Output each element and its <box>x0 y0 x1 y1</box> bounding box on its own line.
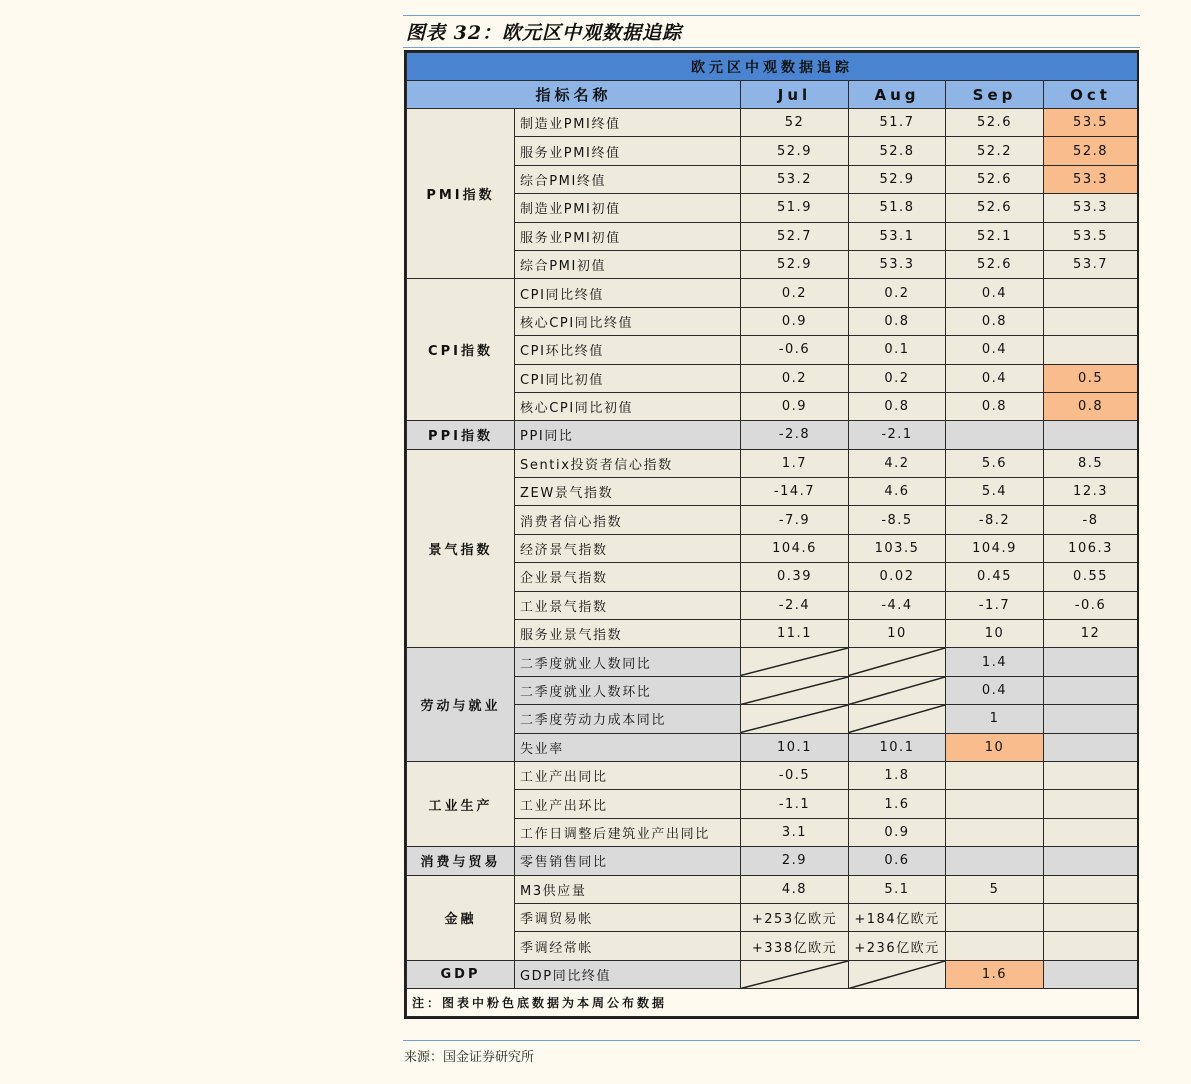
value-cell-aug: 0.2 <box>849 364 946 392</box>
indicator-name: 综合PMI初值 <box>515 250 741 278</box>
value-cell-oct: 0.5 <box>1044 364 1138 392</box>
group-label: 劳动与就业 <box>407 648 515 762</box>
indicator-name: 企业景气指数 <box>515 563 741 591</box>
value-cell-oct: 53.3 <box>1044 165 1138 193</box>
value-cell-jul: 51.9 <box>741 194 849 222</box>
group-label: PPI指数 <box>407 421 515 449</box>
indicator-name: Sentix投资者信心指数 <box>515 449 741 477</box>
value-cell-aug: 0.2 <box>849 279 946 307</box>
table-row <box>407 903 1138 931</box>
group-label: 消费与贸易 <box>407 847 515 875</box>
value-cell-jul: 11.1 <box>741 620 849 648</box>
value-cell-jul: -2.8 <box>741 421 849 449</box>
value-cell-jul: 0.39 <box>741 563 849 591</box>
value-cell-sep <box>946 421 1044 449</box>
value-cell-sep: 0.4 <box>946 279 1044 307</box>
group-label: 工业生产 <box>407 761 515 846</box>
table-row <box>407 733 1138 761</box>
value-cell-aug: 1.8 <box>849 761 946 789</box>
value-cell-oct: 53.5 <box>1044 109 1138 137</box>
value-cell-aug: 5.1 <box>849 875 946 903</box>
indicator-name: 核心CPI同比初值 <box>515 392 741 420</box>
value-cell-sep: 52.6 <box>946 165 1044 193</box>
value-cell-aug: 0.6 <box>849 847 946 875</box>
value-cell-jul <box>741 648 849 676</box>
table-row <box>407 449 1138 477</box>
source-note: 来源：国金证券研究所 <box>404 1050 535 1065</box>
table-row <box>407 165 1138 193</box>
indicator-name: 制造业PMI终值 <box>515 109 741 137</box>
value-cell-oct <box>1044 932 1138 960</box>
not-applicable-slash-icon <box>741 648 848 675</box>
table-row <box>407 194 1138 222</box>
value-cell-aug: 0.1 <box>849 336 946 364</box>
indicator-name: 失业率 <box>515 733 741 761</box>
value-cell-sep <box>946 818 1044 846</box>
value-cell-aug: 52.9 <box>849 165 946 193</box>
table-row <box>407 250 1138 278</box>
not-applicable-slash-icon <box>741 961 848 988</box>
value-cell-oct: -0.6 <box>1044 591 1138 619</box>
table-row <box>407 761 1138 789</box>
value-cell-aug: -8.5 <box>849 506 946 534</box>
value-cell-oct <box>1044 903 1138 931</box>
value-cell-sep: 0.45 <box>946 563 1044 591</box>
value-cell-jul: 0.9 <box>741 307 849 335</box>
table-row <box>407 620 1138 648</box>
table-row <box>407 279 1138 307</box>
value-cell-oct: 53.5 <box>1044 222 1138 250</box>
header-month-sep: Sep <box>946 81 1044 109</box>
group-label: PMI指数 <box>407 109 515 279</box>
value-cell-jul: 2.9 <box>741 847 849 875</box>
table-row <box>407 818 1138 846</box>
header-indicator-name: 指标名称 <box>407 81 741 109</box>
not-applicable-slash-icon <box>741 705 848 732</box>
value-cell-sep: 0.4 <box>946 336 1044 364</box>
value-cell-jul: -14.7 <box>741 478 849 506</box>
indicator-name: ZEW景气指数 <box>515 478 741 506</box>
value-cell-aug: 4.2 <box>849 449 946 477</box>
value-cell-sep: -8.2 <box>946 506 1044 534</box>
table-row <box>407 875 1138 903</box>
value-cell-aug: 51.8 <box>849 194 946 222</box>
value-cell-jul: +338亿欧元 <box>741 932 849 960</box>
value-cell-aug <box>849 648 946 676</box>
indicator-name: 二季度就业人数同比 <box>515 648 741 676</box>
value-cell-aug: 4.6 <box>849 478 946 506</box>
indicator-name: 综合PMI终值 <box>515 165 741 193</box>
value-cell-oct: 106.3 <box>1044 534 1138 562</box>
value-cell-aug: 103.5 <box>849 534 946 562</box>
value-cell-aug: +236亿欧元 <box>849 932 946 960</box>
value-cell-sep: 52.1 <box>946 222 1044 250</box>
table-row <box>407 364 1138 392</box>
value-cell-oct <box>1044 307 1138 335</box>
value-cell-oct <box>1044 847 1138 875</box>
value-cell-sep: 5.4 <box>946 478 1044 506</box>
table-row <box>407 336 1138 364</box>
value-cell-sep: 52.2 <box>946 137 1044 165</box>
value-cell-jul: 52.7 <box>741 222 849 250</box>
not-applicable-slash-icon <box>849 677 945 704</box>
value-cell-sep: 1.4 <box>946 648 1044 676</box>
value-cell-sep <box>946 790 1044 818</box>
indicator-name: 工业产出同比 <box>515 761 741 789</box>
note-row <box>407 989 1138 1017</box>
value-cell-oct <box>1044 336 1138 364</box>
value-cell-aug: 0.02 <box>849 563 946 591</box>
value-cell-jul: -0.6 <box>741 336 849 364</box>
value-cell-jul: -7.9 <box>741 506 849 534</box>
value-cell-sep <box>946 847 1044 875</box>
indicator-name: CPI环比终值 <box>515 336 741 364</box>
value-cell-sep: 10 <box>946 620 1044 648</box>
value-cell-oct: 53.3 <box>1044 194 1138 222</box>
value-cell-oct <box>1044 875 1138 903</box>
value-cell-jul: +253亿欧元 <box>741 903 849 931</box>
header-month-aug: Aug <box>849 81 946 109</box>
table-row <box>407 790 1138 818</box>
value-cell-aug <box>849 676 946 704</box>
table-title: 欧元区中观数据追踪 <box>407 53 1138 81</box>
value-cell-aug <box>849 960 946 988</box>
indicator-name: M3供应量 <box>515 875 741 903</box>
indicator-name: 工作日调整后建筑业产出同比 <box>515 818 741 846</box>
value-cell-aug: 53.1 <box>849 222 946 250</box>
value-cell-oct: 53.7 <box>1044 250 1138 278</box>
value-cell-oct <box>1044 960 1138 988</box>
data-table <box>406 52 1138 1017</box>
value-cell-aug: 0.8 <box>849 392 946 420</box>
not-applicable-slash-icon <box>741 677 848 704</box>
value-cell-aug: 10.1 <box>849 733 946 761</box>
indicator-name: 消费者信心指数 <box>515 506 741 534</box>
indicator-name: 服务业景气指数 <box>515 620 741 648</box>
value-cell-oct: 12 <box>1044 620 1138 648</box>
value-cell-oct <box>1044 648 1138 676</box>
title-underline <box>403 47 1140 48</box>
value-cell-aug <box>849 705 946 733</box>
value-cell-aug: 10 <box>849 620 946 648</box>
value-cell-sep <box>946 761 1044 789</box>
table-row <box>407 222 1138 250</box>
value-cell-jul <box>741 960 849 988</box>
table-row <box>407 137 1138 165</box>
value-cell-aug: -2.1 <box>849 421 946 449</box>
not-applicable-slash-icon <box>849 961 945 988</box>
value-cell-oct <box>1044 733 1138 761</box>
group-label: CPI指数 <box>407 279 515 421</box>
indicator-name: 工业景气指数 <box>515 591 741 619</box>
table-row <box>407 421 1138 449</box>
not-applicable-slash-icon <box>849 705 945 732</box>
indicator-name: 服务业PMI终值 <box>515 137 741 165</box>
value-cell-jul: 53.2 <box>741 165 849 193</box>
value-cell-oct: -8 <box>1044 506 1138 534</box>
table-row <box>407 960 1138 988</box>
table-row <box>407 534 1138 562</box>
value-cell-jul: -0.5 <box>741 761 849 789</box>
indicator-name: GDP同比终值 <box>515 960 741 988</box>
top-rule <box>403 15 1140 16</box>
value-cell-jul: 0.2 <box>741 364 849 392</box>
value-cell-sep: 5.6 <box>946 449 1044 477</box>
value-cell-sep: 0.4 <box>946 676 1044 704</box>
not-applicable-slash-icon <box>849 648 945 675</box>
bottom-rule <box>403 1040 1140 1041</box>
value-cell-jul: 52.9 <box>741 250 849 278</box>
value-cell-jul: 4.8 <box>741 875 849 903</box>
value-cell-jul <box>741 705 849 733</box>
group-label: 金融 <box>407 875 515 960</box>
value-cell-jul: 0.9 <box>741 392 849 420</box>
value-cell-aug: 53.3 <box>849 250 946 278</box>
table-row <box>407 591 1138 619</box>
value-cell-sep: -1.7 <box>946 591 1044 619</box>
value-cell-oct: 0.55 <box>1044 563 1138 591</box>
value-cell-aug: +184亿欧元 <box>849 903 946 931</box>
table-row <box>407 676 1138 704</box>
value-cell-sep: 104.9 <box>946 534 1044 562</box>
value-cell-jul: 3.1 <box>741 818 849 846</box>
value-cell-aug: 0.8 <box>849 307 946 335</box>
indicator-name: 经济景气指数 <box>515 534 741 562</box>
table-row <box>407 392 1138 420</box>
value-cell-aug: 52.8 <box>849 137 946 165</box>
table-row <box>407 563 1138 591</box>
eurozone-data-table <box>404 50 1139 1019</box>
value-cell-jul: 10.1 <box>741 733 849 761</box>
value-cell-jul: -2.4 <box>741 591 849 619</box>
value-cell-oct <box>1044 818 1138 846</box>
value-cell-jul: 1.7 <box>741 449 849 477</box>
value-cell-sep: 52.6 <box>946 194 1044 222</box>
table-row <box>407 932 1138 960</box>
table-row <box>407 847 1138 875</box>
value-cell-sep: 5 <box>946 875 1044 903</box>
value-cell-aug: 1.6 <box>849 790 946 818</box>
value-cell-oct <box>1044 421 1138 449</box>
value-cell-jul: 52 <box>741 109 849 137</box>
indicator-name: 二季度劳动力成本同比 <box>515 705 741 733</box>
value-cell-oct <box>1044 676 1138 704</box>
group-label: 景气指数 <box>407 449 515 648</box>
table-row <box>407 506 1138 534</box>
value-cell-sep: 0.8 <box>946 392 1044 420</box>
group-label: GDP <box>407 960 515 988</box>
value-cell-oct: 8.5 <box>1044 449 1138 477</box>
value-cell-jul: 52.9 <box>741 137 849 165</box>
indicator-name: 核心CPI同比终值 <box>515 307 741 335</box>
value-cell-sep: 1.6 <box>946 960 1044 988</box>
value-cell-oct <box>1044 761 1138 789</box>
value-cell-sep: 52.6 <box>946 109 1044 137</box>
value-cell-oct: 0.8 <box>1044 392 1138 420</box>
value-cell-sep <box>946 932 1044 960</box>
indicator-name: 季调贸易帐 <box>515 903 741 931</box>
header-month-oct: Oct <box>1044 81 1138 109</box>
value-cell-oct <box>1044 279 1138 307</box>
value-cell-oct: 52.8 <box>1044 137 1138 165</box>
indicator-name: CPI同比初值 <box>515 364 741 392</box>
value-cell-jul <box>741 676 849 704</box>
value-cell-aug: 0.9 <box>849 818 946 846</box>
value-cell-sep: 10 <box>946 733 1044 761</box>
indicator-name: 制造业PMI初值 <box>515 194 741 222</box>
indicator-name: 零售销售同比 <box>515 847 741 875</box>
indicator-name: 季调经常帐 <box>515 932 741 960</box>
value-cell-sep <box>946 903 1044 931</box>
value-cell-jul: 0.2 <box>741 279 849 307</box>
indicator-name: 服务业PMI初值 <box>515 222 741 250</box>
value-cell-aug: 51.7 <box>849 109 946 137</box>
table-title-row <box>407 53 1138 81</box>
value-cell-aug: -4.4 <box>849 591 946 619</box>
table-row <box>407 307 1138 335</box>
value-cell-oct <box>1044 790 1138 818</box>
header-month-jul: Jul <box>741 81 849 109</box>
indicator-name: CPI同比终值 <box>515 279 741 307</box>
value-cell-sep: 0.8 <box>946 307 1044 335</box>
table-note: 注：图表中粉色底数据为本周公布数据 <box>407 989 1138 1017</box>
indicator-name: 二季度就业人数环比 <box>515 676 741 704</box>
table-row <box>407 705 1138 733</box>
value-cell-oct: 12.3 <box>1044 478 1138 506</box>
value-cell-sep: 52.6 <box>946 250 1044 278</box>
value-cell-sep: 1 <box>946 705 1044 733</box>
value-cell-jul: 104.6 <box>741 534 849 562</box>
figure-title: 图表 32：欧元区中观数据追踪 <box>406 22 683 44</box>
table-row <box>407 478 1138 506</box>
table-header-row <box>407 81 1138 109</box>
value-cell-jul: -1.1 <box>741 790 849 818</box>
table-row <box>407 109 1138 137</box>
value-cell-oct <box>1044 705 1138 733</box>
indicator-name: 工业产出环比 <box>515 790 741 818</box>
indicator-name: PPI同比 <box>515 421 741 449</box>
table-row <box>407 648 1138 676</box>
value-cell-sep: 0.4 <box>946 364 1044 392</box>
